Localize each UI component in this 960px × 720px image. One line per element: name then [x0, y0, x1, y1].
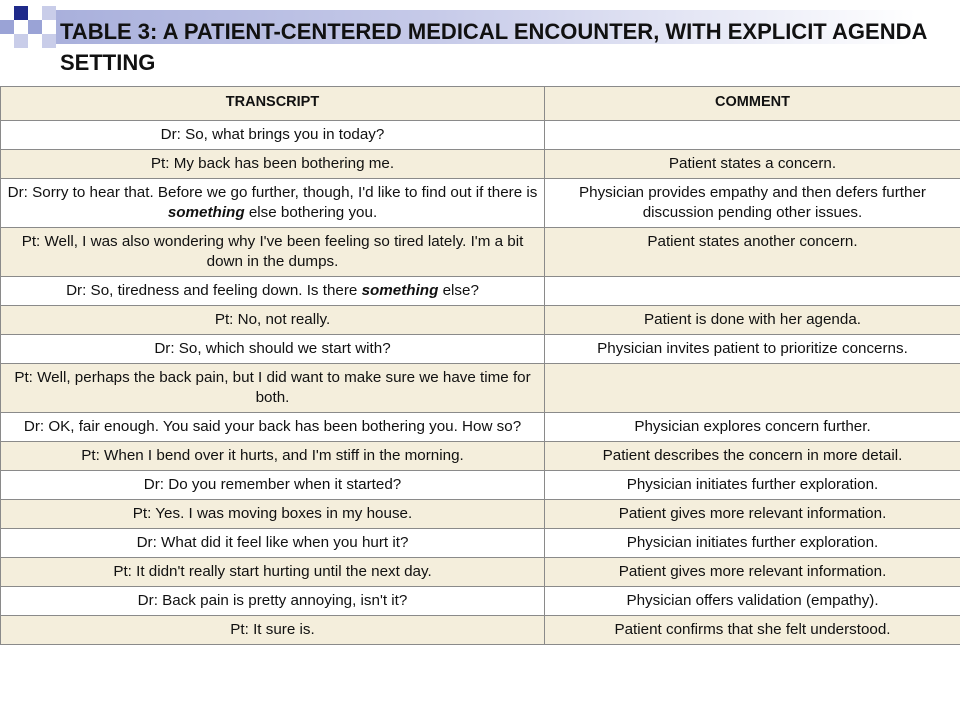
comment-cell: Patient gives more relevant information.: [545, 500, 960, 529]
decor-square: [0, 20, 14, 34]
table-row: [1, 228, 960, 277]
emphasized-word: something: [167, 204, 245, 221]
comment-cell: Physician explores concern further.: [545, 413, 960, 442]
table-header-row: [1, 87, 960, 121]
comment-cell: [545, 277, 960, 306]
comment-cell: Patient states a concern.: [545, 150, 960, 179]
decor-square: [14, 6, 28, 20]
decor-square: [42, 34, 56, 48]
transcript-text: Dr: So, tiredness and feeling down. Is there: [66, 282, 362, 299]
table-row: [1, 500, 960, 529]
comment-cell: [545, 364, 960, 413]
table-row: [1, 442, 960, 471]
comment-cell: Patient is done with her agenda.: [545, 306, 960, 335]
comment-cell: Patient describes the concern in more detail.: [545, 442, 960, 471]
transcript-cell: Pt: It sure is.: [1, 616, 545, 645]
table-row: [1, 306, 960, 335]
comment-cell: Physician offers validation (empathy).: [545, 587, 960, 616]
transcript-cell: Pt: Well, I was also wondering why I've been feeling so tired lately. I'm a bit down in the dumps.: [1, 228, 545, 277]
table-row: [1, 471, 960, 500]
transcript-text: else bothering you.: [244, 204, 378, 221]
table-row: [1, 179, 960, 228]
transcript-cell: Pt: My back has been bothering me.: [1, 150, 545, 179]
transcript-cell: Pt: No, not really.: [1, 306, 545, 335]
table-row: [1, 558, 960, 587]
table-row: [1, 529, 960, 558]
table-row: [1, 587, 960, 616]
transcript-cell: Dr: OK, fair enough. You said your back has been bothering you. How so?: [1, 413, 545, 442]
transcript-table: [0, 86, 960, 645]
page-title: TABLE 3: A PATIENT-CENTERED MEDICAL ENCOUNTER, WITH EXPLICIT AGENDA SETTING: [60, 19, 927, 75]
table-row: [1, 616, 960, 645]
emphasized-word: something: [361, 282, 439, 299]
table-row: [1, 364, 960, 413]
transcript-cell: Pt: Yes. I was moving boxes in my house.: [1, 500, 545, 529]
column-header-comment: COMMENT: [545, 87, 960, 121]
table-row: [1, 150, 960, 179]
transcript-cell: Dr: So, which should we start with?: [1, 335, 545, 364]
table-row: [1, 277, 960, 306]
comment-cell: Physician invites patient to prioritize concerns.: [545, 335, 960, 364]
transcript-text: Dr: Sorry to hear that. Before we go further, though, I'd like to find out if there is: [7, 184, 538, 201]
table-row: [1, 335, 960, 364]
transcript-cell: [1, 277, 545, 306]
transcript-cell: Pt: When I bend over it hurts, and I'm stiff in the morning.: [1, 442, 545, 471]
transcript-cell: Dr: Back pain is pretty annoying, isn't it?: [1, 587, 545, 616]
comment-cell: Physician provides empathy and then defers further discussion pending other issues.: [545, 179, 960, 228]
transcript-cell: Dr: Do you remember when it started?: [1, 471, 545, 500]
comment-cell: [545, 121, 960, 150]
transcript-cell: Dr: So, what brings you in today?: [1, 121, 545, 150]
decor-square: [14, 34, 28, 48]
decor-square: [28, 20, 42, 34]
comment-cell: Patient gives more relevant information.: [545, 558, 960, 587]
table-row: [1, 121, 960, 150]
decor-square: [42, 6, 56, 20]
transcript-cell: Dr: What did it feel like when you hurt it?: [1, 529, 545, 558]
transcript-cell: Pt: It didn't really start hurting until the next day.: [1, 558, 545, 587]
comment-cell: Patient states another concern.: [545, 228, 960, 277]
comment-cell: Physician initiates further exploration.: [545, 471, 960, 500]
transcript-text: else?: [438, 282, 479, 299]
comment-cell: Physician initiates further exploration.: [545, 529, 960, 558]
column-header-transcript: TRANSCRIPT: [1, 87, 545, 121]
table-row: [1, 413, 960, 442]
comment-cell: Patient confirms that she felt understood.: [545, 616, 960, 645]
transcript-cell: [1, 179, 545, 228]
transcript-cell: Pt: Well, perhaps the back pain, but I did want to make sure we have time for both.: [1, 364, 545, 413]
